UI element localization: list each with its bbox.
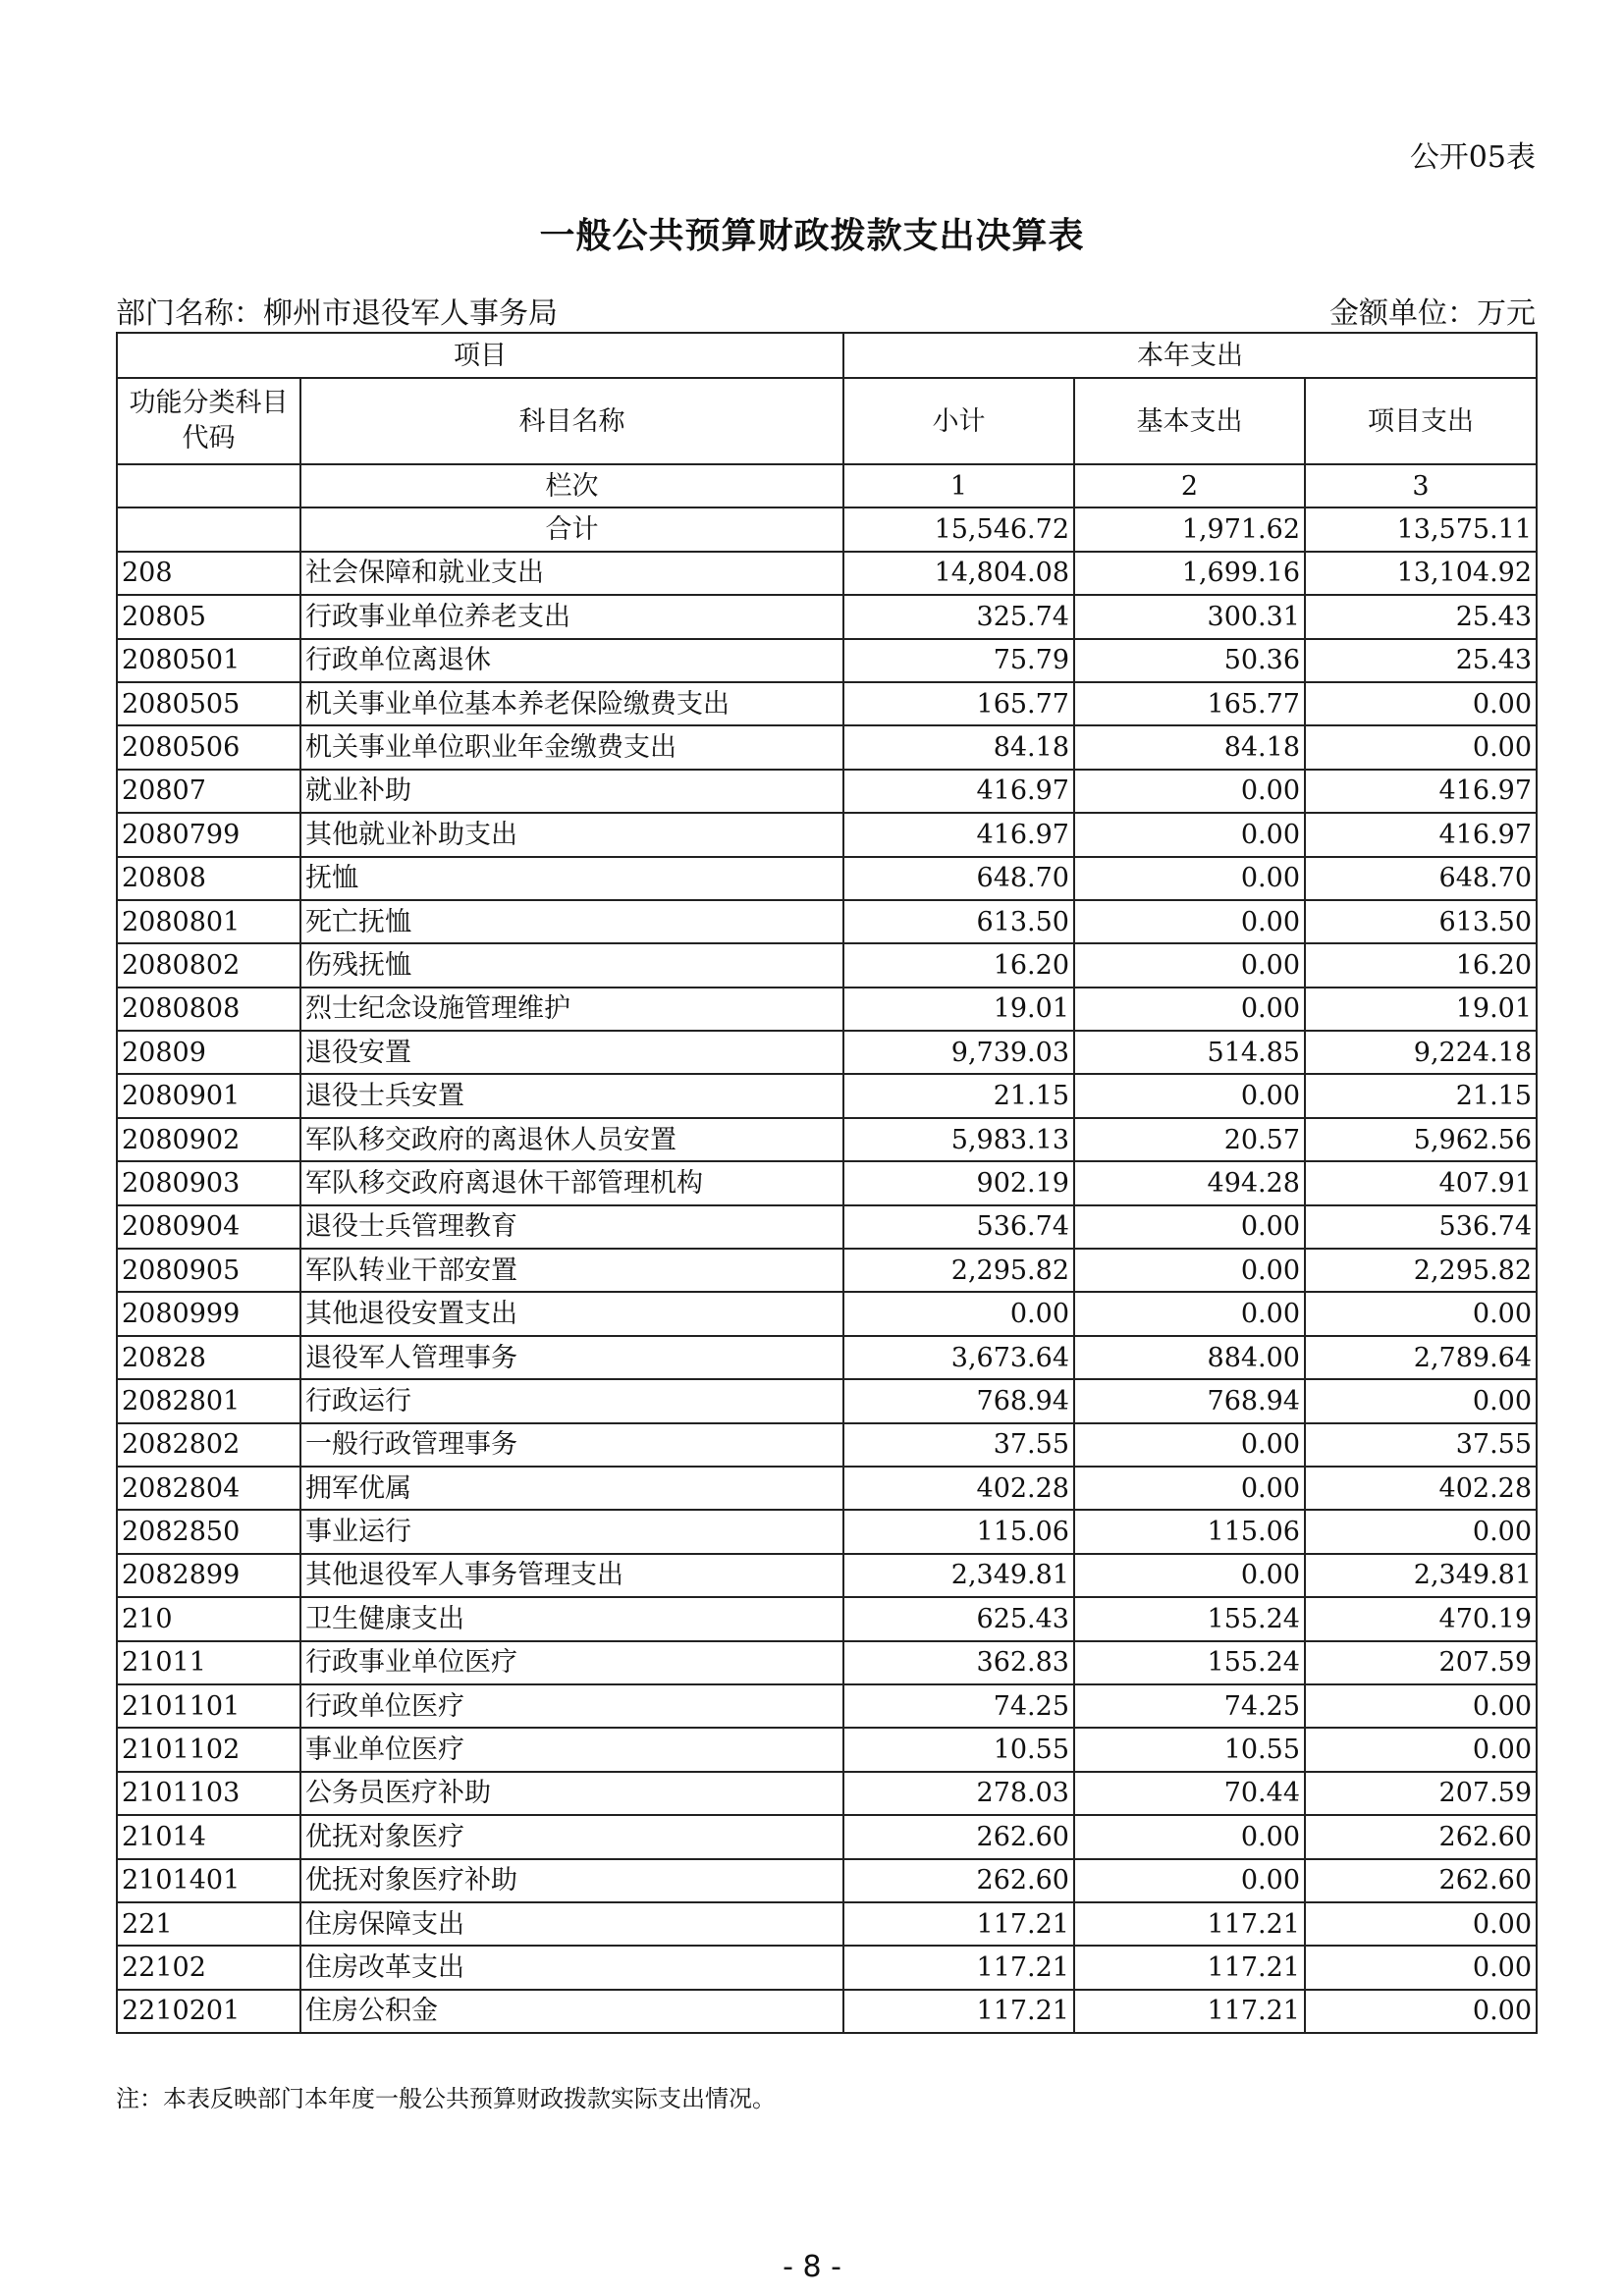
table-row bbox=[117, 595, 1537, 638]
row-name: 社会保障和就业支出 bbox=[300, 552, 843, 595]
row-code: 20807 bbox=[117, 770, 300, 813]
row-code: 20828 bbox=[117, 1336, 300, 1379]
row-code: 2080903 bbox=[117, 1161, 300, 1204]
row-subtotal: 416.97 bbox=[843, 813, 1074, 856]
row-name: 军队移交政府的离退休人员安置 bbox=[300, 1118, 843, 1161]
row-subtotal: 14,804.08 bbox=[843, 552, 1074, 595]
row-basic: 74.25 bbox=[1074, 1684, 1305, 1728]
column-number-row bbox=[117, 464, 1537, 507]
row-code: 2101103 bbox=[117, 1772, 300, 1815]
row-name: 住房改革支出 bbox=[300, 1946, 843, 1989]
row-project: 0.00 bbox=[1305, 682, 1537, 725]
row-subtotal: 2,295.82 bbox=[843, 1249, 1074, 1292]
row-subtotal: 536.74 bbox=[843, 1205, 1074, 1249]
form-id: 公开05表 bbox=[1409, 140, 1536, 175]
row-basic: 20.57 bbox=[1074, 1118, 1305, 1161]
row-subtotal: 10.55 bbox=[843, 1728, 1074, 1771]
row-subtotal: 416.97 bbox=[843, 770, 1074, 813]
row-name: 优抚对象医疗 bbox=[300, 1815, 843, 1858]
row-code: 2101101 bbox=[117, 1684, 300, 1728]
row-basic: 0.00 bbox=[1074, 1859, 1305, 1902]
row-code: 21014 bbox=[117, 1815, 300, 1858]
row-subtotal: 19.01 bbox=[843, 988, 1074, 1031]
table-row bbox=[117, 1423, 1537, 1467]
row-code: 20808 bbox=[117, 857, 300, 900]
row-name: 伤残抚恤 bbox=[300, 943, 843, 987]
row-project: 262.60 bbox=[1305, 1815, 1537, 1858]
table-row bbox=[117, 1467, 1537, 1510]
table-row bbox=[117, 1859, 1537, 1902]
row-name: 烈士纪念设施管理维护 bbox=[300, 988, 843, 1031]
table-row bbox=[117, 1249, 1537, 1292]
row-code: 2080505 bbox=[117, 682, 300, 725]
row-project: 5,962.56 bbox=[1305, 1118, 1537, 1161]
header-current-year: 本年支出 bbox=[843, 333, 1537, 378]
row-name: 机关事业单位职业年金缴费支出 bbox=[300, 725, 843, 769]
table-row bbox=[117, 1815, 1537, 1858]
row-project: 0.00 bbox=[1305, 1728, 1537, 1771]
total-project: 13,575.11 bbox=[1305, 507, 1537, 551]
row-project: 0.00 bbox=[1305, 1684, 1537, 1728]
column-number-3: 3 bbox=[1305, 464, 1537, 507]
row-basic: 117.21 bbox=[1074, 1990, 1305, 2033]
table-row bbox=[117, 1292, 1537, 1335]
row-project: 0.00 bbox=[1305, 725, 1537, 769]
row-code: 2082801 bbox=[117, 1379, 300, 1422]
row-subtotal: 74.25 bbox=[843, 1684, 1074, 1728]
row-basic: 1,699.16 bbox=[1074, 552, 1305, 595]
row-basic: 0.00 bbox=[1074, 1554, 1305, 1597]
row-basic: 0.00 bbox=[1074, 1074, 1305, 1117]
table-note: 注：本表反映部门本年度一般公共预算财政拨款实际支出情况。 bbox=[116, 2085, 776, 2112]
table-row bbox=[117, 1641, 1537, 1684]
page-number: - 8 - bbox=[783, 2250, 841, 2284]
table-row bbox=[117, 1684, 1537, 1728]
total-row bbox=[117, 507, 1537, 551]
row-basic: 0.00 bbox=[1074, 900, 1305, 943]
row-project: 0.00 bbox=[1305, 1379, 1537, 1422]
row-code: 2080901 bbox=[117, 1074, 300, 1117]
row-project: 207.59 bbox=[1305, 1772, 1537, 1815]
row-basic: 0.00 bbox=[1074, 813, 1305, 856]
row-subtotal: 278.03 bbox=[843, 1772, 1074, 1815]
row-name: 一般行政管理事务 bbox=[300, 1423, 843, 1467]
row-project: 416.97 bbox=[1305, 770, 1537, 813]
row-project: 402.28 bbox=[1305, 1467, 1537, 1510]
table-row bbox=[117, 1990, 1537, 2033]
header-basic: 基本支出 bbox=[1074, 378, 1305, 464]
row-project: 0.00 bbox=[1305, 1902, 1537, 1946]
row-basic: 117.21 bbox=[1074, 1946, 1305, 1989]
row-subtotal: 402.28 bbox=[843, 1467, 1074, 1510]
row-basic: 10.55 bbox=[1074, 1728, 1305, 1771]
row-basic: 0.00 bbox=[1074, 943, 1305, 987]
row-basic: 884.00 bbox=[1074, 1336, 1305, 1379]
row-code: 22102 bbox=[117, 1946, 300, 1989]
row-subtotal: 262.60 bbox=[843, 1859, 1074, 1902]
row-basic: 0.00 bbox=[1074, 1292, 1305, 1335]
row-subtotal: 9,739.03 bbox=[843, 1031, 1074, 1074]
row-name: 拥军优属 bbox=[300, 1467, 843, 1510]
table-row bbox=[117, 1554, 1537, 1597]
row-name: 卫生健康支出 bbox=[300, 1597, 843, 1640]
row-subtotal: 613.50 bbox=[843, 900, 1074, 943]
row-name: 机关事业单位基本养老保险缴费支出 bbox=[300, 682, 843, 725]
table-row bbox=[117, 1772, 1537, 1815]
table-row bbox=[117, 813, 1537, 856]
row-code: 221 bbox=[117, 1902, 300, 1946]
row-subtotal: 768.94 bbox=[843, 1379, 1074, 1422]
table-row bbox=[117, 552, 1537, 595]
row-name: 退役士兵管理教育 bbox=[300, 1205, 843, 1249]
row-subtotal: 325.74 bbox=[843, 595, 1074, 638]
row-code: 2080801 bbox=[117, 900, 300, 943]
row-project: 37.55 bbox=[1305, 1423, 1537, 1467]
row-project: 0.00 bbox=[1305, 1510, 1537, 1553]
table-row bbox=[117, 943, 1537, 987]
row-subtotal: 2,349.81 bbox=[843, 1554, 1074, 1597]
total-blank bbox=[117, 507, 300, 551]
row-name: 事业单位医疗 bbox=[300, 1728, 843, 1771]
row-project: 613.50 bbox=[1305, 900, 1537, 943]
row-name: 军队转业干部安置 bbox=[300, 1249, 843, 1292]
row-basic: 0.00 bbox=[1074, 770, 1305, 813]
row-subtotal: 5,983.13 bbox=[843, 1118, 1074, 1161]
row-project: 2,789.64 bbox=[1305, 1336, 1537, 1379]
table-row bbox=[117, 725, 1537, 769]
row-project: 9,224.18 bbox=[1305, 1031, 1537, 1074]
table-row bbox=[117, 770, 1537, 813]
row-subtotal: 262.60 bbox=[843, 1815, 1074, 1858]
header-code: 功能分类科目代码 bbox=[117, 378, 300, 464]
row-code: 2080808 bbox=[117, 988, 300, 1031]
row-basic: 0.00 bbox=[1074, 1815, 1305, 1858]
row-name: 退役安置 bbox=[300, 1031, 843, 1074]
row-code: 20809 bbox=[117, 1031, 300, 1074]
row-code: 2080501 bbox=[117, 639, 300, 682]
row-code: 2082850 bbox=[117, 1510, 300, 1553]
row-name: 军队移交政府离退休干部管理机构 bbox=[300, 1161, 843, 1204]
table-row bbox=[117, 1336, 1537, 1379]
header-project-expense: 项目支出 bbox=[1305, 378, 1537, 464]
total-basic: 1,971.62 bbox=[1074, 507, 1305, 551]
table-row bbox=[117, 1074, 1537, 1117]
row-code: 20805 bbox=[117, 595, 300, 638]
row-name: 就业补助 bbox=[300, 770, 843, 813]
amount-unit: 金额单位：万元 bbox=[1329, 296, 1536, 331]
row-project: 470.19 bbox=[1305, 1597, 1537, 1640]
row-name: 行政事业单位养老支出 bbox=[300, 595, 843, 638]
row-basic: 165.77 bbox=[1074, 682, 1305, 725]
row-project: 536.74 bbox=[1305, 1205, 1537, 1249]
table-row bbox=[117, 1379, 1537, 1422]
row-basic: 0.00 bbox=[1074, 988, 1305, 1031]
row-subtotal: 117.21 bbox=[843, 1946, 1074, 1989]
page-title: 一般公共预算财政拨款支出决算表 bbox=[539, 215, 1085, 256]
row-subtotal: 3,673.64 bbox=[843, 1336, 1074, 1379]
row-basic: 0.00 bbox=[1074, 1249, 1305, 1292]
table-row bbox=[117, 639, 1537, 682]
row-subtotal: 16.20 bbox=[843, 943, 1074, 987]
row-basic: 0.00 bbox=[1074, 1467, 1305, 1510]
row-code: 2080902 bbox=[117, 1118, 300, 1161]
header-project: 项目 bbox=[117, 333, 843, 378]
column-number-2: 2 bbox=[1074, 464, 1305, 507]
row-name: 公务员医疗补助 bbox=[300, 1772, 843, 1815]
row-project: 648.70 bbox=[1305, 857, 1537, 900]
row-subtotal: 117.21 bbox=[843, 1902, 1074, 1946]
row-basic: 0.00 bbox=[1074, 1423, 1305, 1467]
budget-table bbox=[116, 332, 1538, 2034]
row-basic: 300.31 bbox=[1074, 595, 1305, 638]
row-subtotal: 902.19 bbox=[843, 1161, 1074, 1204]
row-basic: 494.28 bbox=[1074, 1161, 1305, 1204]
row-name: 行政事业单位医疗 bbox=[300, 1641, 843, 1684]
header-subtotal: 小计 bbox=[843, 378, 1074, 464]
row-name: 退役士兵安置 bbox=[300, 1074, 843, 1117]
row-subtotal: 648.70 bbox=[843, 857, 1074, 900]
table-row bbox=[117, 857, 1537, 900]
row-project: 407.91 bbox=[1305, 1161, 1537, 1204]
row-basic: 155.24 bbox=[1074, 1641, 1305, 1684]
row-code: 2082899 bbox=[117, 1554, 300, 1597]
row-project: 0.00 bbox=[1305, 1946, 1537, 1989]
row-basic: 84.18 bbox=[1074, 725, 1305, 769]
row-project: 25.43 bbox=[1305, 639, 1537, 682]
row-code: 210 bbox=[117, 1597, 300, 1640]
table-row bbox=[117, 1728, 1537, 1771]
row-basic: 70.44 bbox=[1074, 1772, 1305, 1815]
row-project: 13,104.92 bbox=[1305, 552, 1537, 595]
total-label: 合计 bbox=[300, 507, 843, 551]
row-basic: 514.85 bbox=[1074, 1031, 1305, 1074]
row-basic: 155.24 bbox=[1074, 1597, 1305, 1640]
row-project: 207.59 bbox=[1305, 1641, 1537, 1684]
row-project: 2,295.82 bbox=[1305, 1249, 1537, 1292]
row-code: 2080999 bbox=[117, 1292, 300, 1335]
row-code: 2080905 bbox=[117, 1249, 300, 1292]
row-project: 0.00 bbox=[1305, 1292, 1537, 1335]
column-number-1: 1 bbox=[843, 464, 1074, 507]
row-project: 21.15 bbox=[1305, 1074, 1537, 1117]
row-code: 21011 bbox=[117, 1641, 300, 1684]
row-subtotal: 75.79 bbox=[843, 639, 1074, 682]
row-basic: 0.00 bbox=[1074, 857, 1305, 900]
header-row-mid bbox=[117, 378, 1537, 464]
table-row bbox=[117, 1031, 1537, 1074]
row-subtotal: 117.21 bbox=[843, 1990, 1074, 2033]
table-row bbox=[117, 1161, 1537, 1204]
row-subtotal: 165.77 bbox=[843, 682, 1074, 725]
row-code: 2080799 bbox=[117, 813, 300, 856]
row-basic: 0.00 bbox=[1074, 1205, 1305, 1249]
row-name: 事业运行 bbox=[300, 1510, 843, 1553]
table-row bbox=[117, 1118, 1537, 1161]
row-name: 行政运行 bbox=[300, 1379, 843, 1422]
row-project: 262.60 bbox=[1305, 1859, 1537, 1902]
row-subtotal: 21.15 bbox=[843, 1074, 1074, 1117]
row-name: 住房公积金 bbox=[300, 1990, 843, 2033]
table-row bbox=[117, 1205, 1537, 1249]
row-name: 抚恤 bbox=[300, 857, 843, 900]
column-number-label: 栏次 bbox=[300, 464, 843, 507]
row-name: 其他退役军人事务管理支出 bbox=[300, 1554, 843, 1597]
table-row bbox=[117, 1902, 1537, 1946]
row-code: 2101401 bbox=[117, 1859, 300, 1902]
row-subtotal: 0.00 bbox=[843, 1292, 1074, 1335]
row-name: 退役军人管理事务 bbox=[300, 1336, 843, 1379]
row-name: 其他退役安置支出 bbox=[300, 1292, 843, 1335]
row-project: 25.43 bbox=[1305, 595, 1537, 638]
table-row bbox=[117, 1510, 1537, 1553]
row-name: 行政单位医疗 bbox=[300, 1684, 843, 1728]
row-name: 优抚对象医疗补助 bbox=[300, 1859, 843, 1902]
table-row bbox=[117, 988, 1537, 1031]
row-name: 其他就业补助支出 bbox=[300, 813, 843, 856]
table-row bbox=[117, 1597, 1537, 1640]
department-name: 部门名称：柳州市退役军人事务局 bbox=[116, 296, 558, 331]
row-subtotal: 362.83 bbox=[843, 1641, 1074, 1684]
row-code: 2082804 bbox=[117, 1467, 300, 1510]
row-project: 0.00 bbox=[1305, 1990, 1537, 2033]
table-row bbox=[117, 1946, 1537, 1989]
row-name: 行政单位离退休 bbox=[300, 639, 843, 682]
row-code: 208 bbox=[117, 552, 300, 595]
header-row-top bbox=[117, 333, 1537, 378]
row-code: 2080904 bbox=[117, 1205, 300, 1249]
row-basic: 768.94 bbox=[1074, 1379, 1305, 1422]
row-project: 19.01 bbox=[1305, 988, 1537, 1031]
column-number-blank bbox=[117, 464, 300, 507]
total-subtotal: 15,546.72 bbox=[843, 507, 1074, 551]
row-basic: 117.21 bbox=[1074, 1902, 1305, 1946]
table-row bbox=[117, 900, 1537, 943]
row-name: 住房保障支出 bbox=[300, 1902, 843, 1946]
row-code: 2080506 bbox=[117, 725, 300, 769]
row-subtotal: 84.18 bbox=[843, 725, 1074, 769]
row-project: 2,349.81 bbox=[1305, 1554, 1537, 1597]
row-project: 16.20 bbox=[1305, 943, 1537, 987]
row-subtotal: 115.06 bbox=[843, 1510, 1074, 1553]
row-name: 死亡抚恤 bbox=[300, 900, 843, 943]
row-code: 2082802 bbox=[117, 1423, 300, 1467]
row-code: 2101102 bbox=[117, 1728, 300, 1771]
row-code: 2080802 bbox=[117, 943, 300, 987]
row-basic: 50.36 bbox=[1074, 639, 1305, 682]
row-code: 2210201 bbox=[117, 1990, 300, 2033]
row-subtotal: 37.55 bbox=[843, 1423, 1074, 1467]
table-row bbox=[117, 682, 1537, 725]
header-name: 科目名称 bbox=[300, 378, 843, 464]
row-subtotal: 625.43 bbox=[843, 1597, 1074, 1640]
row-basic: 115.06 bbox=[1074, 1510, 1305, 1553]
row-project: 416.97 bbox=[1305, 813, 1537, 856]
